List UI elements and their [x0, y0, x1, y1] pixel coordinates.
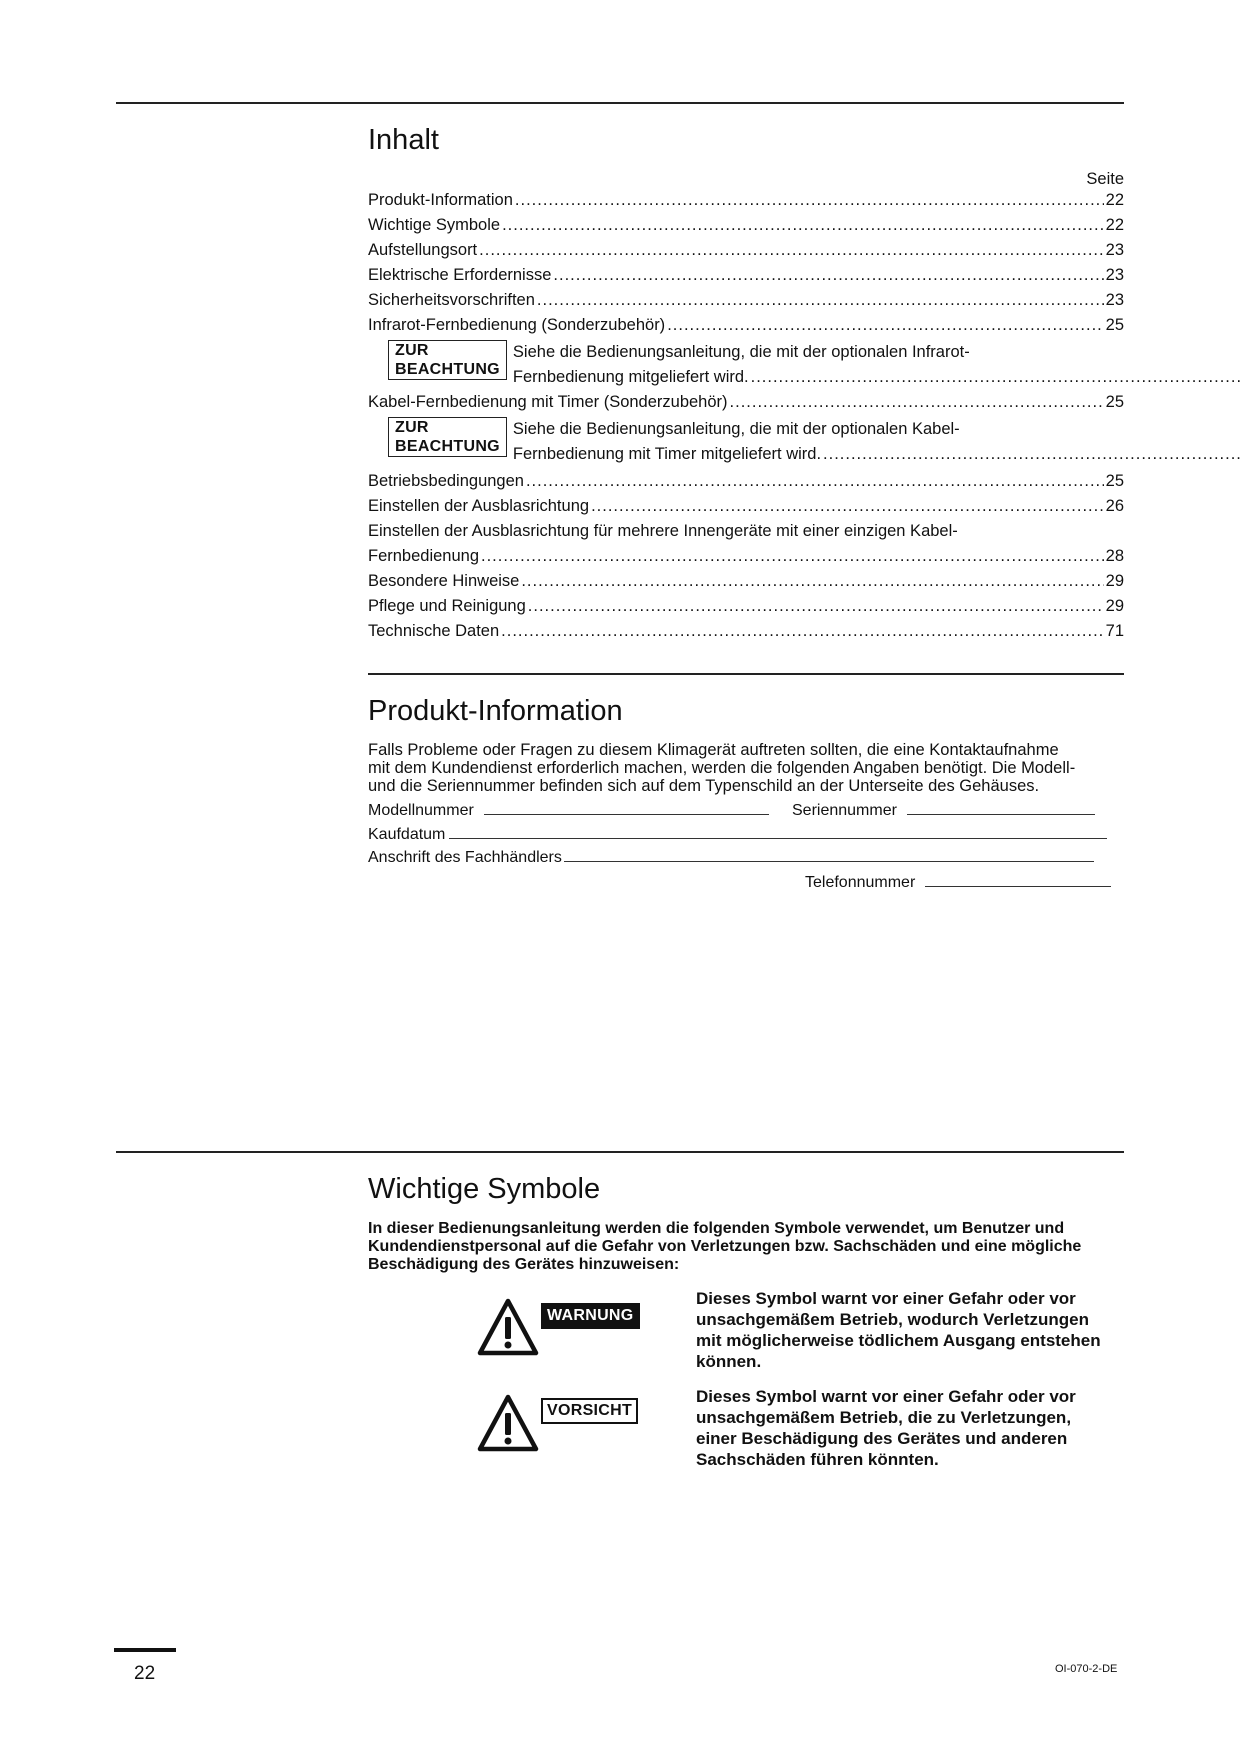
paragraph-line: Beschädigung des Gerätes hinzuweisen: [368, 1256, 680, 1273]
purchase-date-field[interactable] [368, 824, 1107, 844]
toc-entry-page: 29 [1105, 572, 1124, 590]
toc-entry-page: 22 [1105, 191, 1124, 209]
warning-triangle-icon [477, 1298, 539, 1356]
toc-entry[interactable] [368, 496, 1124, 516]
note-text-line2: Fernbedienung mitgeliefert wird. [512, 368, 749, 386]
dealer-address-field[interactable] [368, 847, 1094, 867]
toc-entry-page: 23 [1105, 291, 1124, 309]
purchase-date-label: Kaufdatum [368, 826, 446, 843]
toc-entry-page: 26 [1105, 497, 1124, 515]
toc-seite-label: Seite [1086, 170, 1124, 188]
symbols-intro [368, 1220, 1128, 1274]
note-text-line1: Siehe die Bedienungsanleitung, die mit der optionalen Infrarot- [512, 343, 970, 361]
toc-entry-text: Einstellen der Ausblasrichtung [368, 497, 590, 515]
toc-entry-page: 71 [1105, 622, 1124, 640]
toc-note-kabel [368, 417, 1124, 467]
description-line: Sachschäden führen könnten. [696, 1450, 939, 1469]
toc-entry-text: Aufstellungsort [368, 241, 478, 259]
toc-entry-text: Einstellen der Ausblasrichtung für mehrere Innengeräte mit einer einzigen Kabel- [368, 522, 958, 540]
toc-entry-text: Elektrische Erfordernisse [368, 266, 552, 284]
toc-entry[interactable] [368, 571, 1124, 591]
toc-entry[interactable] [368, 596, 1124, 616]
document-id: OI-070-2-DE [1055, 1663, 1118, 1675]
toc-entry[interactable] [368, 265, 1124, 285]
table-of-contents [368, 168, 1124, 646]
toc-entry[interactable] [368, 471, 1124, 491]
toc-note-infrarot [368, 340, 1124, 390]
paragraph-line: und die Seriennummer befinden sich auf dem Typenschild an der Unterseite des Gehäuses. [368, 777, 1040, 795]
toc-entry-page: 25 [1105, 393, 1124, 411]
caution-label: VORSICHT [541, 1398, 638, 1424]
toc-entry-page: 25 [1105, 316, 1124, 334]
toc-entry-page: 23 [1105, 241, 1124, 259]
toc-entry[interactable] [368, 215, 1124, 235]
toc-entry-page: 28 [1105, 547, 1124, 565]
toc-entry-text: Wichtige Symbole [368, 216, 501, 234]
description-line: können. [696, 1352, 762, 1371]
serial-number-field[interactable] [792, 800, 1095, 820]
description-line: mit möglicherweise tödlichem Ausgang entstehen [696, 1331, 1101, 1350]
description-line: unsachgemäßem Betrieb, wodurch Verletzungen [696, 1310, 1089, 1329]
toc-entry-text: Pflege und Reinigung [368, 597, 526, 615]
warning-symbol [477, 1298, 640, 1356]
toc-entry[interactable] [368, 290, 1124, 310]
note-text-line1: Siehe die Bedienungsanleitung, die mit der optionalen Kabel- [512, 420, 960, 438]
phone-number-label: Telefonnummer [805, 874, 916, 891]
toc-entry[interactable] [368, 521, 1124, 566]
toc-entry-text: Betriebsbedingungen [368, 472, 524, 490]
serial-number-label: Seriennummer [792, 802, 897, 819]
toc-entry-page: 22 [1105, 216, 1124, 234]
description-line: unsachgemäßem Betrieb, die zu Verletzungen, [696, 1408, 1072, 1427]
toc-entry[interactable] [368, 621, 1124, 641]
phone-number-field[interactable] [805, 872, 1111, 892]
toc-entry-text: Kabel-Fernbedienung mit Timer (Sonderzubehör) [368, 393, 728, 411]
note-text-line2: Fernbedienung mit Timer mitgeliefert wird. [512, 445, 822, 463]
toc-entry-text: Infrarot-Fernbedienung (Sonderzubehör) [368, 316, 666, 334]
top-rule [116, 102, 1124, 104]
model-number-field[interactable] [368, 800, 769, 820]
warning-label: WARNUNG [541, 1303, 640, 1329]
toc-entry-text: Technische Daten [368, 622, 500, 640]
caution-triangle-icon [477, 1394, 539, 1452]
toc-entry[interactable] [368, 190, 1124, 210]
model-number-label: Modellnummer [368, 802, 474, 819]
toc-entry-text-cont: Fernbedienung [368, 547, 480, 565]
toc-entry-page: 29 [1105, 597, 1124, 615]
paragraph-line: Falls Probleme oder Fragen zu diesem Klimagerät auftreten sollten, die eine Kontaktaufnahme [368, 741, 1059, 759]
paragraph-line: mit dem Kundendienst erforderlich machen, werden die folgenden Angaben benötigt. Die Modell- [368, 759, 1076, 777]
caution-description [696, 1386, 1136, 1470]
product-info-title: Produkt-Information [368, 695, 623, 727]
toc-title: Inhalt [368, 124, 439, 156]
toc-entry[interactable] [368, 315, 1124, 335]
toc-entry[interactable] [368, 392, 1124, 412]
toc-entry-text: Besondere Hinweise [368, 572, 520, 590]
section-rule [116, 1151, 1124, 1153]
description-line: Dieses Symbol warnt vor einer Gefahr oder vor [696, 1387, 1076, 1406]
note-badge: ZUR BEACHTUNG [388, 417, 507, 457]
toc-entry-text: Produkt-Information [368, 191, 513, 209]
page-number: 22 [134, 1663, 156, 1684]
note-badge: ZUR BEACHTUNG [388, 340, 507, 380]
toc-entry-text: Sicherheitsvorschriften [368, 291, 535, 309]
dealer-address-label: Anschrift des Fachhändlers [368, 849, 562, 866]
toc-entry[interactable] [368, 240, 1124, 260]
paragraph-line: In dieser Bedienungsanleitung werden die folgenden Symbole verwendet, um Benutzer und [368, 1220, 1065, 1237]
description-line: einer Beschädigung des Gerätes und anderen [696, 1429, 1068, 1448]
section-rule [368, 673, 1124, 675]
paragraph-line: Kundendienstpersonal auf die Gefahr von Verletzungen bzw. Sachschäden und eine mögliche [368, 1238, 1082, 1255]
description-line: Dieses Symbol warnt vor einer Gefahr oder vor [696, 1289, 1076, 1308]
footer-bar [114, 1648, 176, 1652]
warning-description [696, 1288, 1136, 1372]
toc-entry-page: 25 [1105, 472, 1124, 490]
symbols-title: Wichtige Symbole [368, 1173, 601, 1205]
caution-symbol [477, 1394, 638, 1452]
toc-entry-page: 23 [1105, 266, 1124, 284]
product-info-paragraph [368, 741, 1128, 795]
